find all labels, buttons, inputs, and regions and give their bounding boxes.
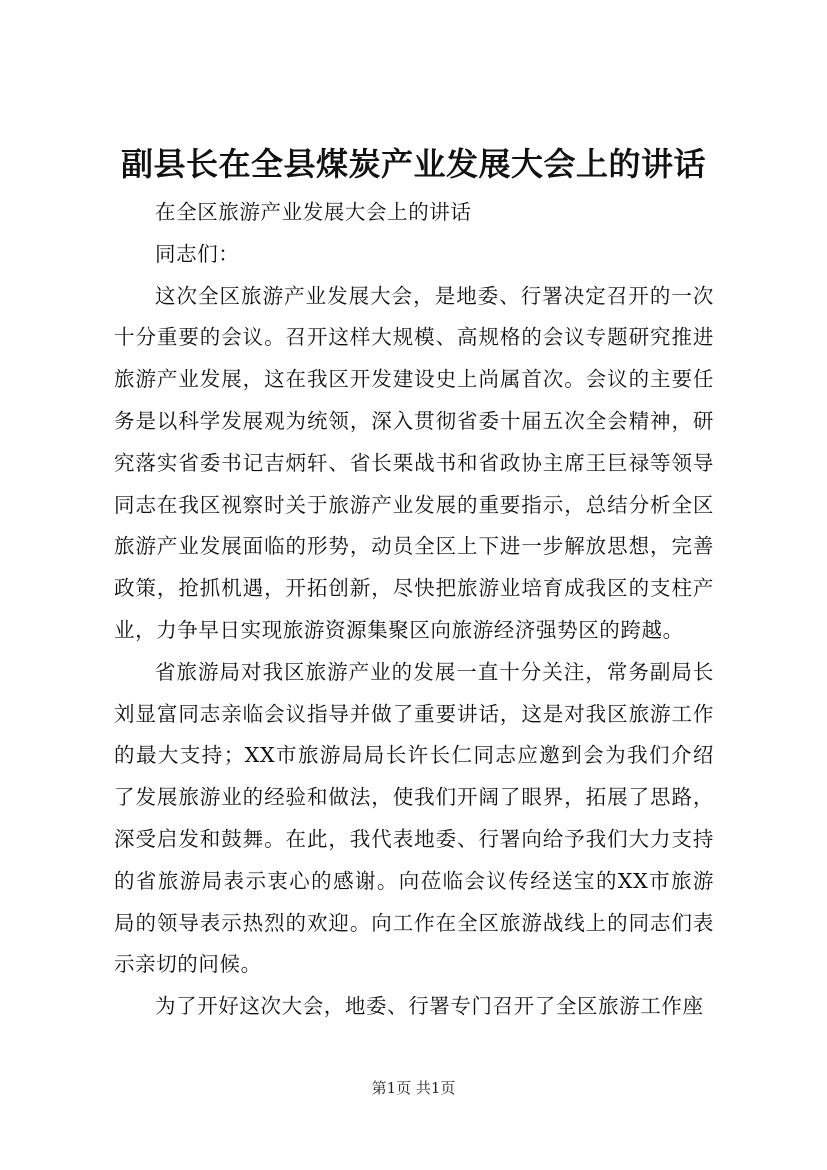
body-paragraph: 为了开好这次大会，地委、行署专门召开了全区旅游工作座 — [155, 994, 704, 1019]
document-body — [114, 192, 714, 1028]
subtitle-paragraph: 在全区旅游产业发展大会上的讲话 — [155, 200, 472, 224]
body-paragraph: 省旅游局对我区旅游产业的发展一直十分关注，常务副局长刘显富同志亲临会议指导并做了重要讲话，这是对我区旅游工作的最大支持；XX市旅游局局长许长仁同志应邀到会为我们介绍了发展旅游业的经验和做法，使我们开阔了眼界，拓展了思路，深受启发和鼓舞。在此，我代表地委、行署向给予我们大力支持的省旅游局表示衷心的感谢。向莅临会议传经送宝的XX市旅游局的领导表示热烈的欢迎。向工作在全区旅游战线上的同志们表示亲切的问候。 — [114, 659, 714, 977]
body-paragraph: 这次全区旅游产业发展大会，是地委、行署决定召开的一次十分重要的会议。召开这样大规模、高规格的会议专题研究推进旅游产业发展，这在我区开发建设史上尚属首次。会议的主要任务是以科学发展观为统领，深入贯彻省委十届五次全会精神，研究落实省委书记吉炳轩、省长栗战书和省政协主席王巨禄等领导同志在我区视察时关于旅游产业发展的重要指示，总结分析全区旅游产业发展面临的形势，动员全区上下进一步解放思想，完善政策，抢抓机遇，开拓创新，尽快把旅游业培育成我区的支柱产业，力争早日实现旅游资源集聚区向旅游经济强势区的跨越。 — [114, 283, 714, 642]
page-footer: 第1页 共1页 — [371, 1079, 456, 1097]
document-title: 副县长在全县煤炭产业发展大会上的讲话 — [120, 145, 706, 183]
salutation-paragraph: 同志们： — [155, 241, 240, 266]
